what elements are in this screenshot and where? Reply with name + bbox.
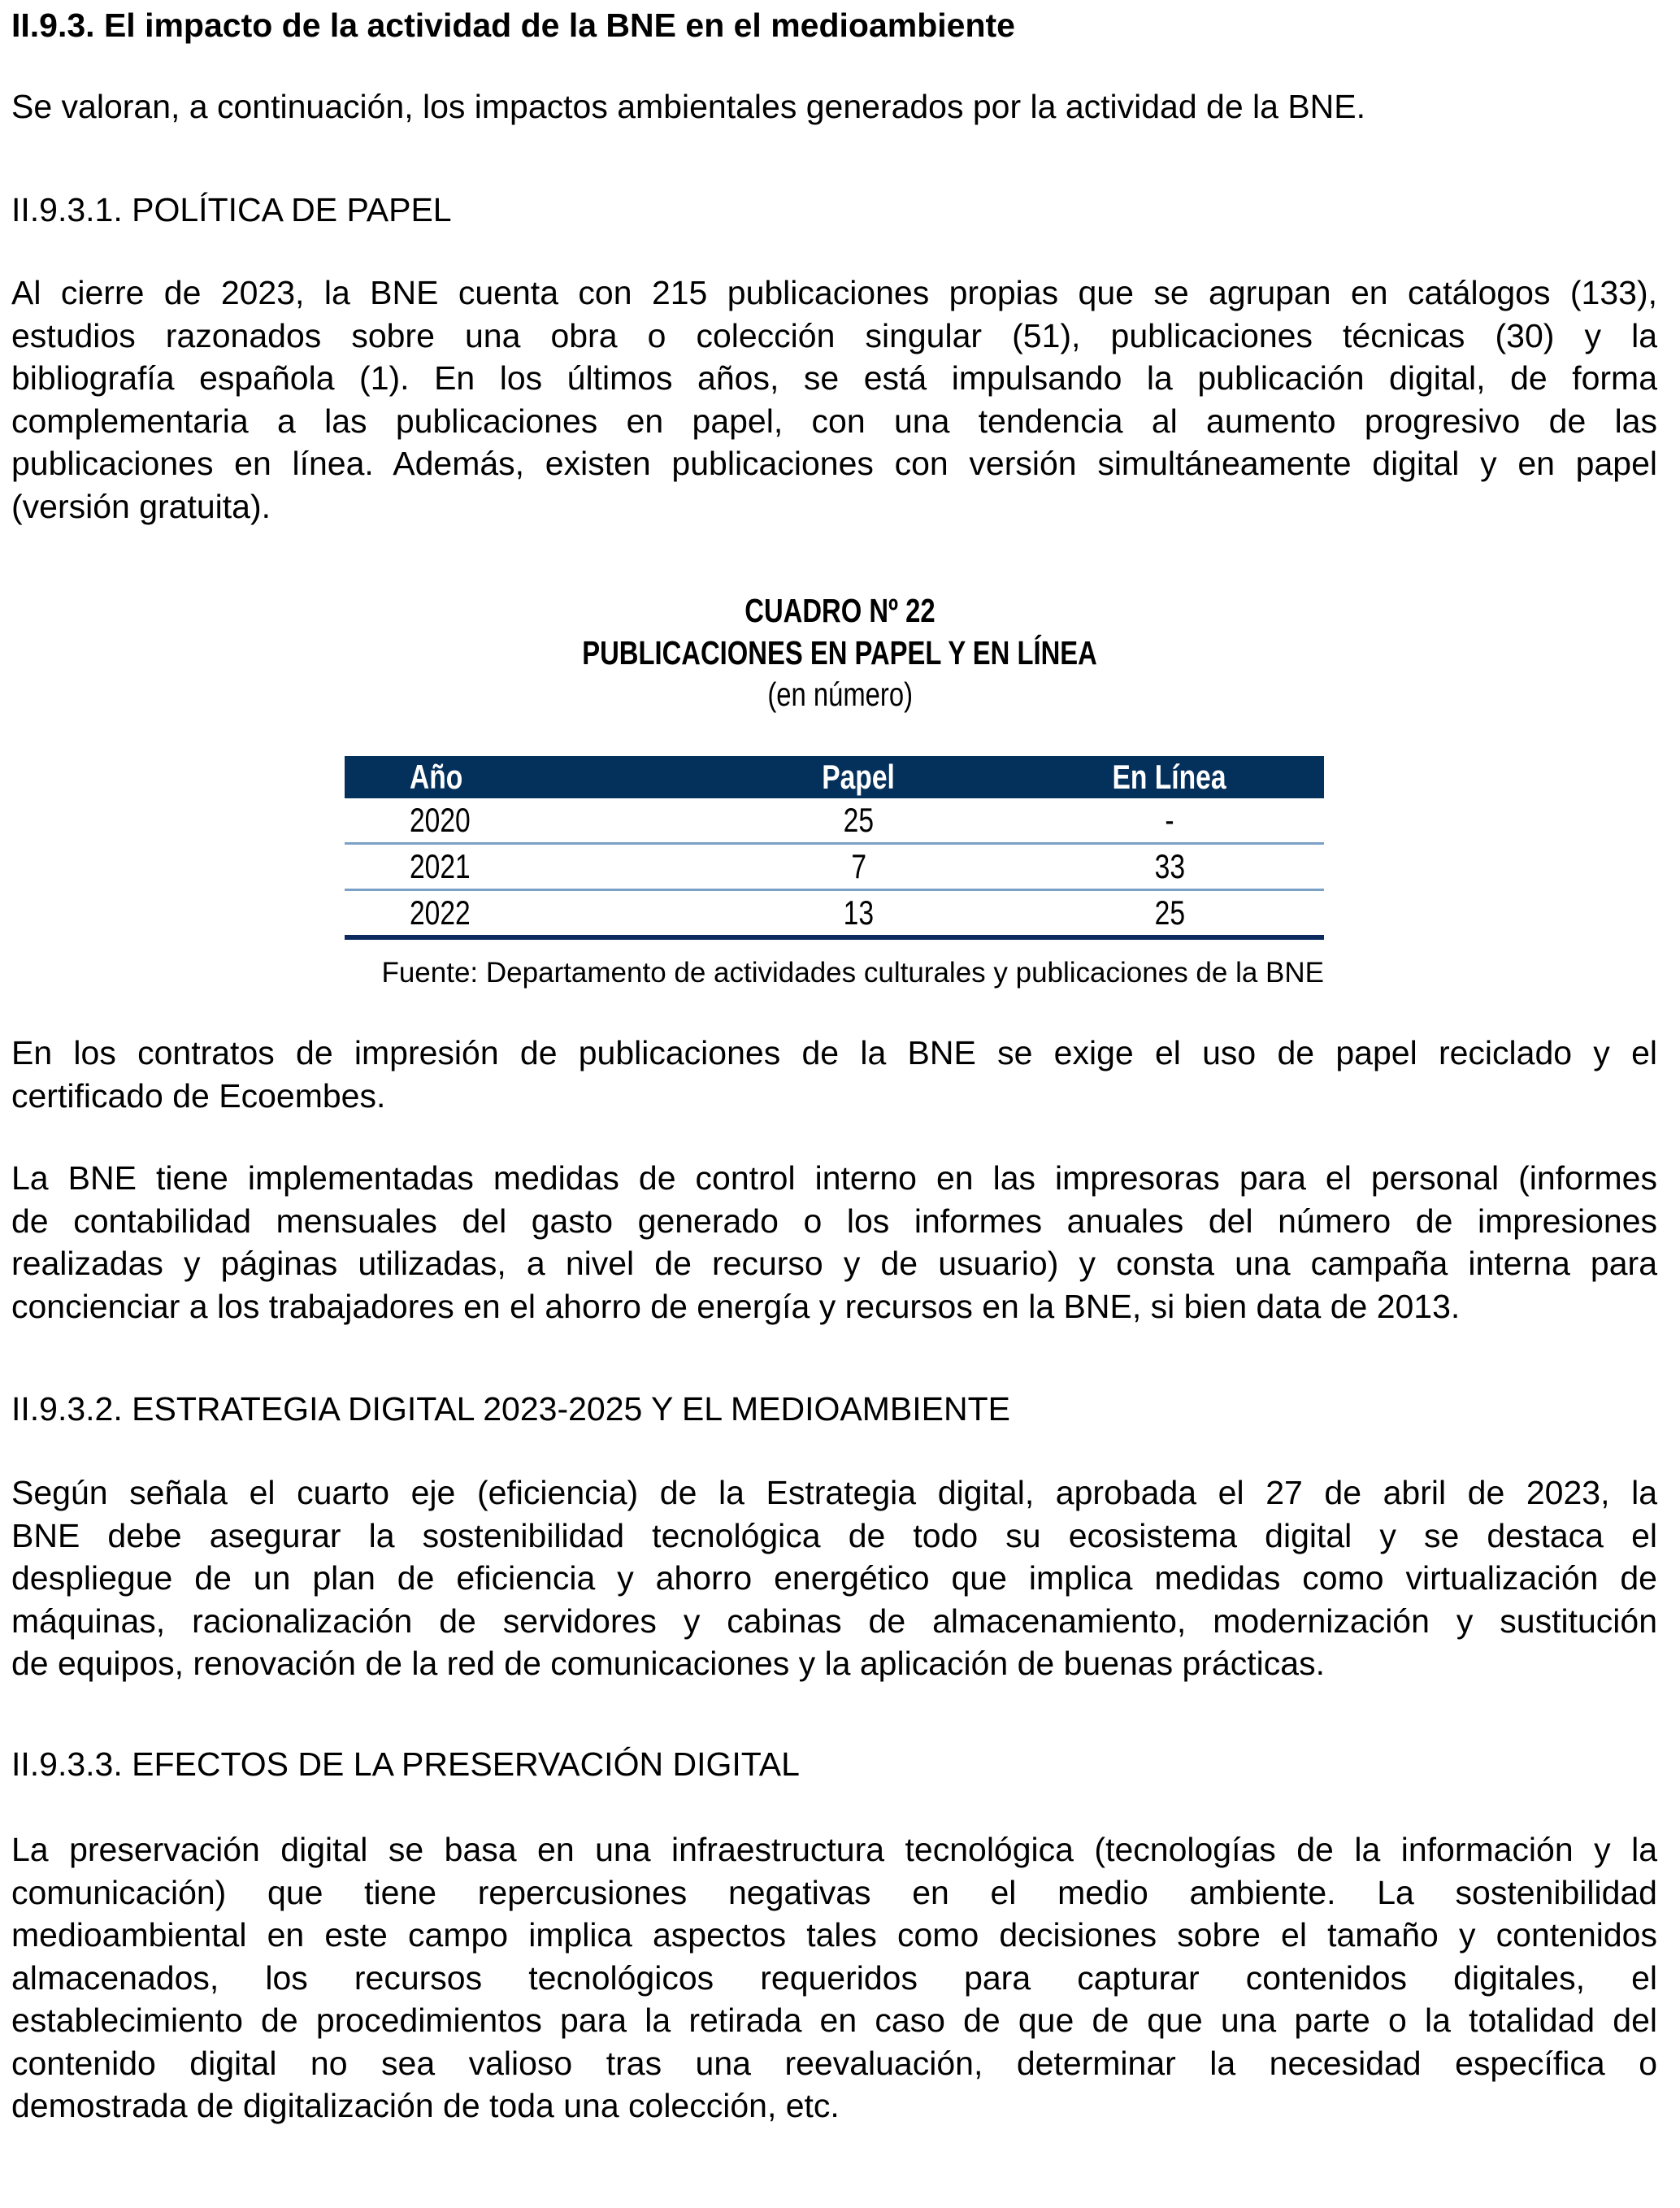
text-line-row: [11, 1999, 1657, 2042]
text-line-row: [11, 1242, 1657, 1285]
publications-table: [345, 756, 1324, 940]
table-title: PUBLICACIONES EN PAPEL Y EN LÍNEA: [582, 634, 1098, 672]
text-line: Se valoran, a continuación, los impactos ambientales generados por la actividad de la BNE.: [11, 88, 1366, 125]
text-line: (versión gratuita).: [11, 487, 271, 525]
printing-contracts-paragraph: [11, 1032, 1657, 1117]
text-line: complementaria a las publicaciones en papel, con una tendencia al aumento progresivo de las: [11, 402, 1657, 440]
cell-paper: 25: [702, 798, 1015, 844]
header-paper: Papel: [702, 756, 1015, 798]
text-line: Según señala el cuarto eje (eficiencia) de la Estrategia digital, aprobada el 27 de abril de 2023, la: [11, 1474, 1657, 1511]
table-source: Fuente: Departamento de actividades culturales y publicaciones de la BNE: [381, 957, 1324, 989]
text-line: bibliografía española (1). En los últimos años, se está impulsando la publicación digital, de forma: [11, 359, 1657, 397]
text-line-row: [11, 485, 1657, 528]
text-line-row: [11, 315, 1657, 358]
text-line-row: [11, 1957, 1657, 2000]
text-line-row: [11, 1285, 1657, 1328]
cell-online: -: [1015, 798, 1324, 844]
text-line: de equipos, renovación de la red de comunicaciones y la aplicación de buenas prácticas.: [11, 1645, 1325, 1682]
text-line-row: [11, 1032, 1657, 1075]
header-online: En Línea: [1015, 756, 1324, 798]
text-line: La preservación digital se basa en una infraestructura tecnológica (tecnologías de la información y la: [11, 1831, 1657, 1868]
cell-year: 2020: [345, 798, 702, 844]
text-line: certificado de Ecoembes.: [11, 1076, 386, 1115]
digital-preservation-paragraph: [11, 1828, 1657, 2128]
cell-online: 33: [1015, 844, 1324, 890]
section-heading: II.9.3. El impacto de la actividad de la BNE en el medioambiente: [11, 7, 1015, 44]
cell-paper: 13: [702, 890, 1015, 938]
subsection-title-paper-policy: II.9.3.1. POLÍTICA DE PAPEL: [11, 191, 452, 228]
text-line-row: [11, 1871, 1657, 1915]
intro-paragraph: [11, 85, 1657, 128]
text-line: medioambiental en este campo implica aspectos tales como decisiones sobre el tamaño y contenidos: [11, 1916, 1657, 1954]
text-line: estudios razonados sobre una obra o colección singular (51), publicaciones técnicas (30) y la: [11, 316, 1657, 354]
table-subtitle: (en número): [767, 676, 913, 713]
text-line: concienciar a los trabajadores en el ahorro de energía y recursos en la BNE, si bien data de 2013.: [11, 1287, 1461, 1325]
cell-year: 2021: [345, 844, 702, 890]
text-line: La BNE tiene implementadas medidas de control interno en las impresoras para el personal (informes: [11, 1159, 1657, 1197]
subsection-title-digital-preservation: II.9.3.3. EFECTOS DE LA PRESERVACIÓN DIGITAL: [11, 1745, 800, 1783]
text-line: realizadas y páginas utilizadas, a nivel de recurso y de usuario) y consta una campaña interna para: [11, 1245, 1657, 1282]
paper-policy-paragraph: [11, 272, 1657, 528]
text-line-row: [11, 1600, 1657, 1643]
table-row: [345, 798, 1324, 844]
header-year: Año: [345, 756, 702, 798]
text-line: BNE debe asegurar la sostenibilidad tecnológica de todo su ecosistema digital y se destaca el: [11, 1516, 1657, 1554]
text-line: almacenados, los recursos tecnológicos requeridos para capturar contenidos digitales, el: [11, 1958, 1657, 1997]
digital-strategy-paragraph: [11, 1471, 1657, 1685]
cell-year: 2022: [345, 890, 702, 938]
text-line-row: [11, 85, 1657, 128]
text-line-row: [11, 1557, 1657, 1600]
text-line: de contabilidad mensuales del gasto generado o los informes anuales del número de impresiones: [11, 1202, 1657, 1240]
text-line-row: [11, 1515, 1657, 1558]
text-line: demostrada de digitalización de toda una colección, etc.: [11, 2087, 840, 2124]
text-line-row: [11, 1471, 1657, 1515]
cell-paper: 7: [702, 844, 1015, 890]
table-row: [345, 844, 1324, 890]
text-line-row: [11, 1157, 1657, 1200]
text-line-row: [11, 357, 1657, 400]
text-line: establecimiento de procedimientos para la retirada en caso de que de que una parte o la totalidad del: [11, 2002, 1657, 2039]
table-number: CUADRO Nº 22: [744, 592, 936, 629]
text-line-row: [11, 1075, 1657, 1118]
text-line-row: [11, 1828, 1657, 1871]
text-line-row: [11, 1914, 1657, 1957]
internal-control-paragraph: [11, 1157, 1657, 1328]
text-line-row: [11, 1200, 1657, 1243]
text-line: publicaciones en línea. Además, existen publicaciones con versión simultáneamente digital y en papel: [11, 445, 1657, 482]
text-line: comunicación) que tiene repercusiones negativas en el medio ambiente. La sostenibilidad: [11, 1873, 1657, 1911]
text-line: máquinas, racionalización de servidores y cabinas de almacenamiento, modernización y sustitución: [11, 1602, 1657, 1640]
text-line-row: [11, 400, 1657, 443]
table-row: [345, 890, 1324, 938]
cell-online: 25: [1015, 890, 1324, 938]
text-line: contenido digital no sea valioso tras una reevaluación, determinar la necesidad específica o: [11, 2044, 1657, 2082]
text-line-row: [11, 2042, 1657, 2085]
text-line-row: [11, 1642, 1657, 1685]
text-line-row: [11, 272, 1657, 315]
text-line-row: [11, 2084, 1657, 2128]
text-line: despliegue de un plan de eficiencia y ahorro energético que implica medidas como virtualización de: [11, 1559, 1657, 1597]
text-line-row: [11, 442, 1657, 485]
text-line: En los contratos de impresión de publicaciones de la BNE se exige el uso de papel reciclado y el: [11, 1034, 1657, 1071]
subsection-title-digital-strategy: II.9.3.2. ESTRATEGIA DIGITAL 2023-2025 Y EL MEDIOAMBIENTE: [11, 1390, 1010, 1428]
text-line: Al cierre de 2023, la BNE cuenta con 215 publicaciones propias que se agrupan en catálogos (133),: [11, 274, 1657, 311]
table-header-row: [345, 756, 1324, 798]
